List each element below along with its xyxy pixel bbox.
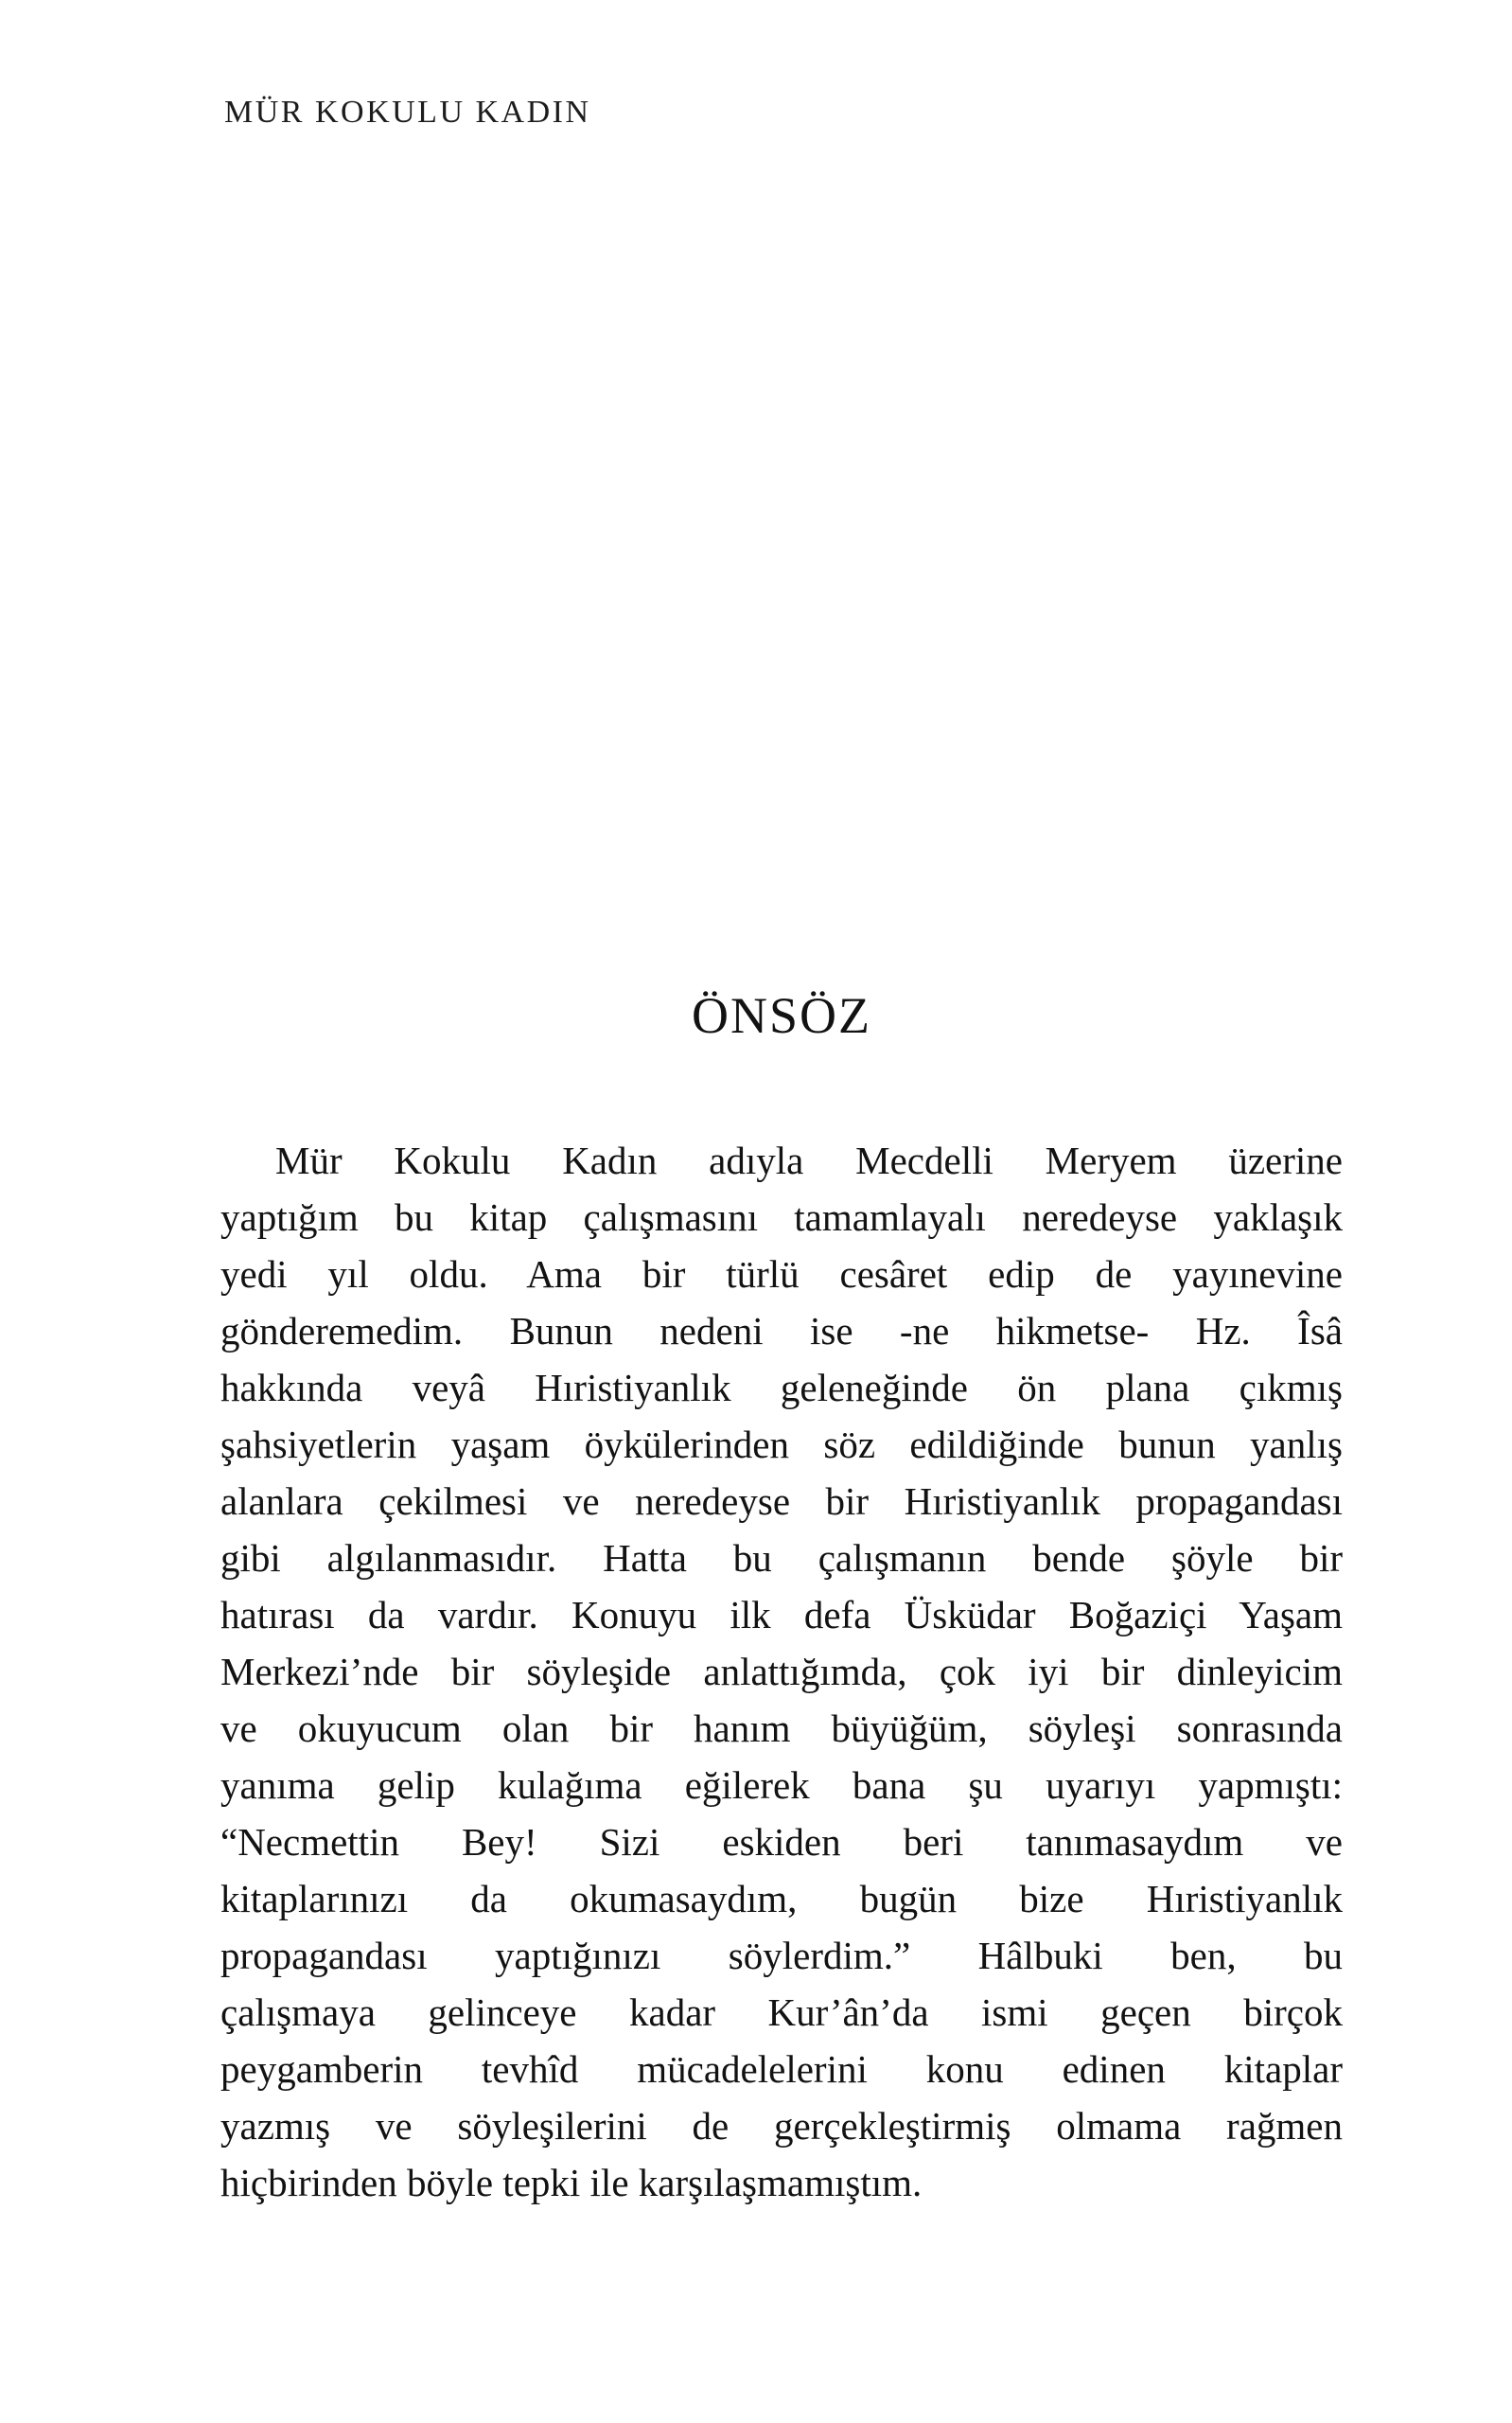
- paragraph-line: hakkında veyâ Hıristiyanlık geleneğinde ön plana çıkmış: [220, 1366, 1343, 1409]
- paragraph-line: kitaplarınızı da okumasaydım, bugün bize Hıristiyanlık: [220, 1877, 1343, 1920]
- paragraph-line: yazmış ve söyleşilerini de gerçekleştirmiş olmama rağmen: [220, 2104, 1343, 2148]
- paragraph-line: Mür Kokulu Kadın adıyla Mecdelli Meryem üzerine: [275, 1139, 1343, 1182]
- preface-paragraph: [220, 1132, 1343, 2211]
- running-header: MÜR KOKULU KADIN: [224, 95, 591, 130]
- paragraph-line: propagandası yaptığınızı söylerdim.” Hâlbuki ben, bu: [220, 1934, 1343, 1977]
- paragraph-line: Merkezi’nde bir söyleşide anlattığımda, çok iyi bir dinleyicim: [220, 1650, 1343, 1693]
- paragraph-line: ve okuyucum olan bir hanım büyüğüm, söyleşi sonrasında: [220, 1707, 1343, 1750]
- paragraph-line: gönderemedim. Bunun nedeni ise -ne hikmetse- Hz. Îsâ: [220, 1309, 1343, 1353]
- paragraph-line: alanlara çekilmesi ve neredeyse bir Hıristiyanlık propagandası: [220, 1479, 1343, 1523]
- paragraph-line: yanıma gelip kulağıma eğilerek bana şu uyarıyı yapmıştı:: [220, 1763, 1343, 1807]
- section-title: ÖNSÖZ: [691, 987, 871, 1044]
- paragraph-line: hiçbirinden böyle tepki ile karşılaşmamıştım.: [220, 2161, 923, 2204]
- paragraph-line: hatırası da vardır. Konuyu ilk defa Üsküdar Boğaziçi Yaşam: [220, 1593, 1343, 1636]
- paragraph-line: gibi algılanmasıdır. Hatta bu çalışmanın bende şöyle bir: [220, 1536, 1343, 1580]
- paragraph-line: yedi yıl oldu. Ama bir türlü cesâret edip de yayınevine: [220, 1252, 1343, 1296]
- paragraph-line: yaptığım bu kitap çalışmasını tamamlayalı neredeyse yaklaşık: [220, 1195, 1343, 1239]
- paragraph-line: çalışmaya gelinceye kadar Kur’ân’da ismi geçen birçok: [220, 1990, 1343, 2034]
- paragraph-line: peygamberin tevhîd mücadelelerini konu edinen kitaplar: [220, 2047, 1343, 2091]
- paragraph-line: şahsiyetlerin yaşam öykülerinden söz edildiğinde bunun yanlış: [220, 1423, 1343, 1466]
- paragraph-line: “Necmettin Bey! Sizi eskiden beri tanımasaydım ve: [220, 1820, 1343, 1864]
